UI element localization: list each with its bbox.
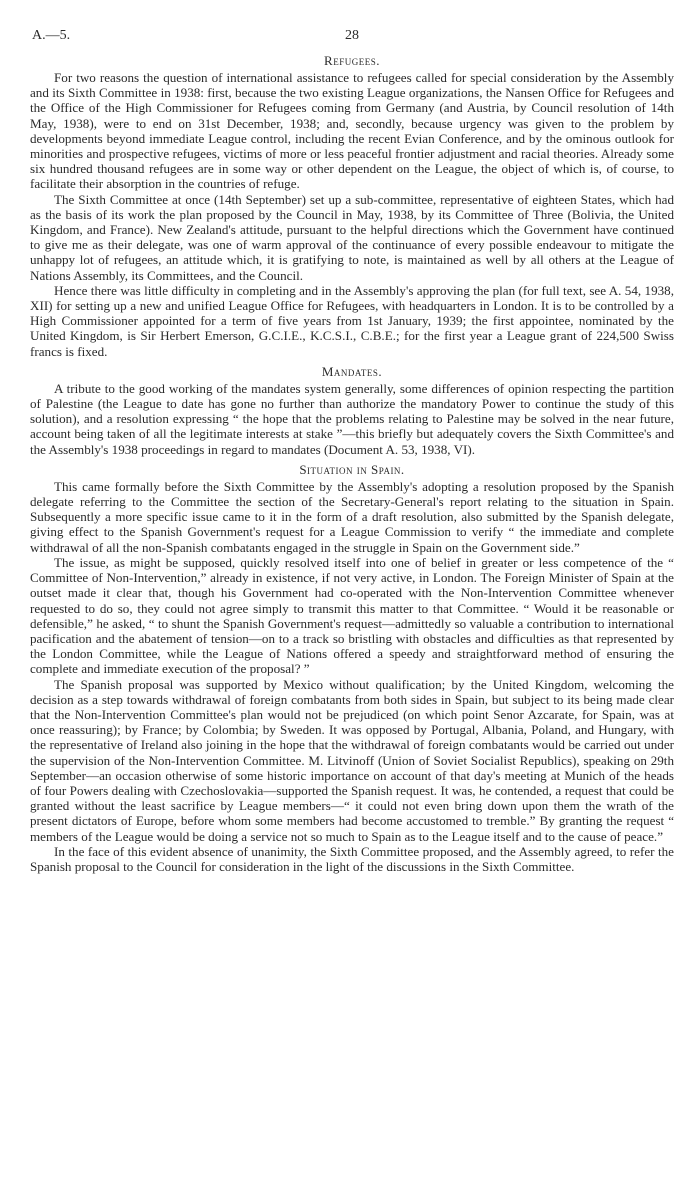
section-heading: Refugees. <box>324 53 380 68</box>
paragraph: Hence there was little difficulty in completing and in the Assembly's approving the plan (for full text, see A. 54, 1938, XII) for setting up a new and unified League Office for Refugees, with headquarters in London. It is to be controlled by a High Commissioner appointed for a term of five years from 1st January, 1939; the first appointee, nominated by the United Kingdom, is Sir Herbert Emerson, G.C.I.E., K.C.S.I., C.B.E.; for the first year a League grant of 224,500 Swiss francs is fixed. <box>30 282 674 359</box>
paragraph: For two reasons the question of international assistance to refugees called for special consideration by the Assembly and its Sixth Committee in 1938: first, because the two existing League organizations, the Nansen Office for Refugees and the Office of the High Commissioner for Refugees coming from Germany (and Austria, by Council resolution of 14th May, 1938), were to end on 31st December, 1938; and, secondly, because urgency was given to the problem by developments beyond immediate League control, including the recent Evian Conference, and by the ominous outlook for minorities and prospective refugees, victims of more or less peaceful frontier adjustment and racial theories. Already some six hundred thousand refugees are in some way or other dependent on the League, the object of which is, of course, to facilitate their absorption in the countries of refuge. <box>30 70 674 192</box>
section-situation-in-spain <box>30 463 674 874</box>
page-number: 28 <box>345 28 359 43</box>
paragraph: A tribute to the good working of the mandates system generally, some differences of opinion respecting the partition of Palestine (the League to date has gone no further than authorize the mandatory Power to continue the study of this solution), and a resolution expressing “ the hope that the problems relating to Palestine may be solved in the near future, account being taken of all the legitimate interests at stake ”—this briefly but adequately covers the Sixth Committee's and the Assembly's 1938 proceedings in regard to mandates (Document A. 53, 1938, VI). <box>30 380 674 457</box>
running-head <box>30 28 674 50</box>
paragraph: This came formally before the Sixth Committee by the Assembly's adopting a resolution proposed by the Spanish delegate referring to the Committee the section of the Secretary-General's report relating to the situation in Spain. Subsequently a more specific issue came to it in the form of a draft resolution, also submitted by the Spanish delegate, giving effect to the Spanish Government's request for a League Commission to verify “ the immediate and complete withdrawal of all the non-Spanish combatants engaged in the struggle in Spain on the Government side.” <box>30 478 674 555</box>
section-refugees <box>30 54 674 359</box>
section-heading: Mandates. <box>321 363 383 379</box>
section-heading: Situation in Spain. <box>299 461 405 477</box>
paragraph: The issue, as might be supposed, quickly resolved itself into one of belief in greater or less competence of the “ Committee of Non-Intervention,” already in existence, if not very active, in London. The Foreign Minister of Spain at the outset made it clear that, though his Government had co-operated with the Non-Intervention Committee whenever requested to do so, they could not agree simply to transmit this matter to that Committee. “ Would it be reasonable or defensible,” he asked, “ to shunt the Spanish Government's request—admittedly so valuable a contribution to international pacification and the abatement of tension—on to a track so bristling with obstacles and difficulties as that represented by the London Committee, while the League of Nations offered a speedy and straightforward method of ensuring the complete and immediate execution of the proposal? ” <box>30 554 674 677</box>
section-mandates <box>30 365 674 457</box>
document-reference: A.—5. <box>32 28 71 43</box>
paragraph: The Sixth Committee at once (14th September) set up a sub-committee, representative of eighteen States, which had as the basis of its work the plan proposed by the Council in May, 1938, by its Committee of Three (Bolivia, the United Kingdom, and France). New Zealand's attitude, pursuant to the helpful directions which the Government have continued to give me as their delegate, was one of warm approval of the continuance of every possible endeavour to mitigate the unhappy lot of refugees, an attitude which, it is gratifying to note, is maintained as well by all others at the League of Nations Assembly, its Committees, and the Council. <box>30 191 674 283</box>
paragraph: In the face of this evident absence of unanimity, the Sixth Committee proposed, and the Assembly agreed, to refer the Spanish proposal to the Council for consideration in the light of the discussions in the Sixth Committee. <box>30 843 674 874</box>
paragraph: The Spanish proposal was supported by Mexico without qualification; by the United Kingdom, welcoming the decision as a step towards withdrawal of foreign combatants from both sides in Spain, but subject to its being made clear that the Non-Intervention Committee's plan would not be prejudiced (on which point Senor Azcarate, for Spain, was at once reassuring); by France; by Colombia; by Sweden. It was opposed by Portugal, Albania, Poland, and Hungary, with the representative of Ireland also joining in the hope that the withdrawal of foreign combatants would be carried out under the supervision of the Non-Intervention Committee. M. Litvinoff (Union of Soviet Socialist Republics), speaking on 29th September—an occasion otherwise of some historic importance on account of that day's meeting at Munich of the heads of four Powers dealing with Czechoslovakia—supported the Spanish request. It was, he contended, a request that could be granted without the least sacrifice by League members—“ it could not even bring down upon them the wrath of the present dictators of Europe, before whom some members had become accustomed to tremble.” By granting the request “ members of the League would be doing a service not so much to Spain as to the League itself and to the cause of peace.” <box>30 676 674 844</box>
